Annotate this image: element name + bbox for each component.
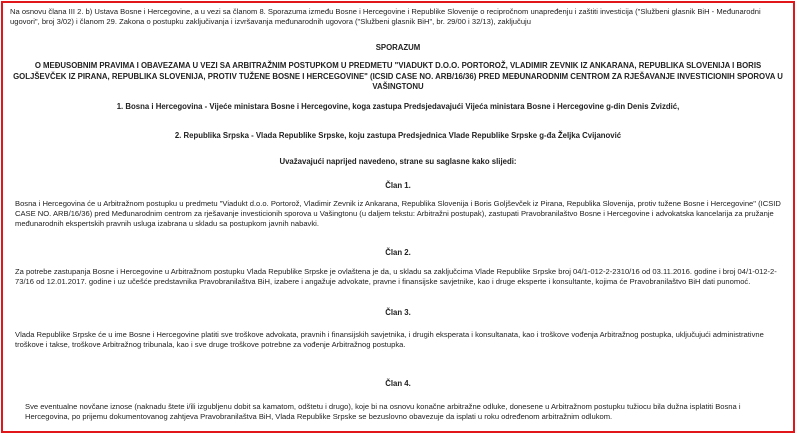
preamble: Uvažavajući naprijed navedeno, strane su saglasne kako slijedi: <box>279 157 517 166</box>
article-1-text: Bosna i Hercegovina će u Arbitražnom postupku u predmetu "Viadukt d.o.o. Portorož, Vladimir Zevnik iz Ankarana, Republika Slovenija i Boris Goljševček iz Pirana, Republika Slovenija, protiv tužene Bosne i Hercegovine" (ICSID CASE NO. ARB/16/36) pred Međunarodnim centrom za rješavanje investicionih sporova u Vašingtonu (u daljem tekstu: Arbitražni postupak), zastupati Pravobranilaštvo Bosne i Hercegovine i advokatska kancelarija za pružanje međunarodnih ekspertskih pravnih usluga izabrana u skladu sa postupkom javnih nabavki. <box>15 199 781 229</box>
article-3-title: Član 3. <box>385 308 411 317</box>
article-4-text: Sve eventualne novčane iznose (naknadu štete i/ili izgubljenu dobit sa kamatom, odštetu i drugo), koje bi na osnovu konačne arbitražne odluke, donesene u Arbitražnom postupku tužiocu bila dužna isplatiti Bosna i Hercegovina, po prijemu dokumentovanog zahtjeva Pravobranilaštva BiH, Vlada Republike Srpske se bezuslovno obavezuje da isplati u roku određenom arbitražnim odlukom. <box>25 402 741 422</box>
party-2: 2. Republika Srpska - Vlada Republike Srpske, koju zastupa Predsjednica Vlade Republike Srpske g-đa Željka Cvijanović <box>174 131 622 140</box>
article-2-text: Za potrebe zastupanja Bosne i Hercegovine u Arbitražnom postupku Vlada Republike Srpske je ovlaštena je da, u skladu sa zaključcima Vlade Republike Srpske broj 04/1-012-2-2310/16 od 03.11.2016. godine i broj 04/1-012-2-73/16 od 12.01.2017. godine i uz učešće predstavnika Pravobranilaštva BiH, izabere i angažuje advokate, pravne i finansijske savjetnike, kao i druge eksperte i konsultante, kojima će Pravobranilaštvo BiH dati punomoć. <box>15 267 777 287</box>
document-heading: SPORAZUM <box>375 43 421 52</box>
party-1: 1. Bosna i Hercegovina - Vijeće ministara Bosne i Hercegovine, koga zastupa Predsjedavajući Vijeća ministara Bosne i Hercegovine g-din Denis Zvizdić, <box>116 102 680 111</box>
article-2-title: Član 2. <box>385 248 411 257</box>
article-4-title: Član 4. <box>385 379 411 388</box>
article-1-title: Član 1. <box>385 181 411 190</box>
agreement-subject: O MEĐUSOBNIM PRAVIMA I OBAVEZAMA U VEZI SA ARBITRAŽNIM POSTUPKOM U PREDMETU "VIADUKT D.O.O. PORTOROŽ, VLADIMIR ZEVNIK IZ ANKARANA, REPUBLIKA SLOVENIJA I BORIS GOLJŠEVČEK IZ PIRANA, REPUBLIKA SLOVENIJA, PROTIV TUŽENE BOSNE I HERCEGOVINE" (ICSID CASE NO. ARB/16/36) PRED MEĐUNARODNIM CENTROM ZA RJEŠAVANJE INVESTICIONIH SPOROVA U VAŠINGTONU <box>13 61 783 92</box>
document-frame <box>1 1 795 433</box>
article-3-text: Vlada Republike Srpske će u ime Bosne i Hercegovine platiti sve troškove advokata, pravnih i finansijskih savjetnika, i drugih eksperata i konsultanata, kao i troškove vođenja Arbitražnog postupka, uključujući administrativne troškove i takse, troškove Arbitražnog tribunala, kao i sve druge troškove potrebne za vođenje Arbitražnog postupka. <box>15 330 764 350</box>
intro-paragraph: Na osnovu člana III 2. b) Ustava Bosne i Hercegovine, a u vezi sa članom 8. Sporazuma između Bosne i Hercegovine i Republike Slovenije o recipročnom unapređenju i zaštiti investicija ("Službeni glasnik BiH - Međunarodni ugovori", broj 3/02) i članom 29. Zakona o postupku zaključivanja i izvršavanja međunarodnih ugovora ("Službeni glasnik BiH", br. 29/00 i 32/13), zaključuju <box>10 7 761 27</box>
document <box>3 3 793 431</box>
